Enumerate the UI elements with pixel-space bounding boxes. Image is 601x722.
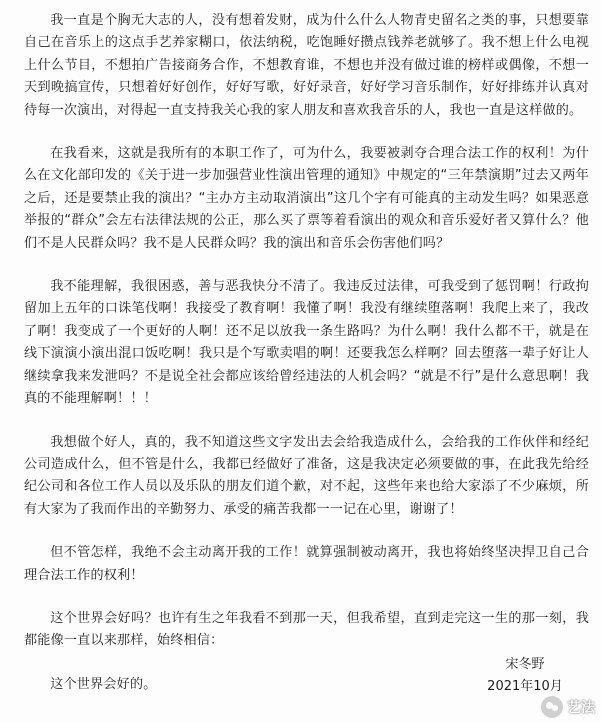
paragraph-5: 但不管怎样，我绝不会主动离开我的工作！就算强制被动离开，我也将始终坚决捍卫自己合理合法工作的权利！ <box>24 545 589 583</box>
signature-date: 2021年10月 <box>487 679 563 694</box>
paragraph-2: 在我看来，这就是我所有的本职工作了，可为什么，我要被剥夺合理合法工作的权利！为什么在文化部印发的《关于进一步加强营业性演出管理的通知》中规定的“三年禁演期”过去又两年之后，还是要禁止我的演出？“主办方主动取消演出”这几个字有可能真的主动发生吗？如果恶意举报的“群众”会左右法律法规的公正，那么买了票等着看演出的观众和音乐爱好者又算什么？他们不是人民群众吗？我不是人民群众吗？我的演出和音乐会伤害他们吗？ <box>24 146 589 251</box>
signature-name: 宋冬野 <box>505 657 545 672</box>
watermark <box>541 696 595 718</box>
paragraph-4: 我想做个好人，真的，我不知道这些文字发出去会给我造成什么，会给我的工作伙伴和经纪公司造成什么，但不管是什么，我都已经做好了准备，这是我决定必须要做的事，在此我先给经纪公司和各位工作人员以及乐队的朋友们道个歉，对不起，这些年来也给大家添了不少麻烦，所有大家为了我而作出的辛勤努力、承受的痛苦我都一一记在心里，谢谢了！ <box>24 434 589 517</box>
signature-block <box>470 654 580 698</box>
wechat-icon <box>541 696 563 718</box>
watermark-label: 艺法 <box>567 700 595 716</box>
paragraph-7: 这个世界会好的。 <box>50 676 157 692</box>
letter-body <box>24 10 589 696</box>
paragraph-6: 这个世界会好吗？也许有生之年我看不到那一天，但我希望，直到走完这一生的那一刻，我都能像一直以来那样，始终相信： <box>24 610 589 649</box>
paragraph-3: 我不能理解，我很困惑，善与恶我快分不清了。我违反过法律，可我受到了惩罚啊！行政拘留加上五年的口诛笔伐啊！我接受了教育啊！我懂了啊！我没有继续堕落啊！我爬上来了，我改了啊！我变成了一个更好的人啊！还不足以放我一条生路吗？为什么啊！我什么都不干，就是在线下演演小演出混口饭吃啊！我只是个写歌卖唱的啊！还要我怎么样啊？回去堕落一辈子好让人继续拿我来发泄吗？不是说全社会都应该给曾经违法的人机会吗？“就是不行”是什么意思啊！我真的不能理解啊！！！ <box>24 279 589 407</box>
paragraph-1: 我一直是个胸无大志的人，没有想着发财，成为什么什么人物青史留名之类的事，只想要靠自己在音乐上的这点手艺养家糊口，依法纳税，吃饱睡好攒点钱养老就够了。我不想上什么电视上什么节目，不想拍广告接商务合作，不想教育谁，不想也并没有做过谁的榜样或偶像，不想一天到晚搞宣传，只想着好好创作，好好写歌，好好录音，好好学习音乐制作，好好排练并认真对待每一次演出，对得起一直支持我关心我的家人朋友和喜欢我音乐的人，我也一直是这样做的。 <box>24 13 589 118</box>
